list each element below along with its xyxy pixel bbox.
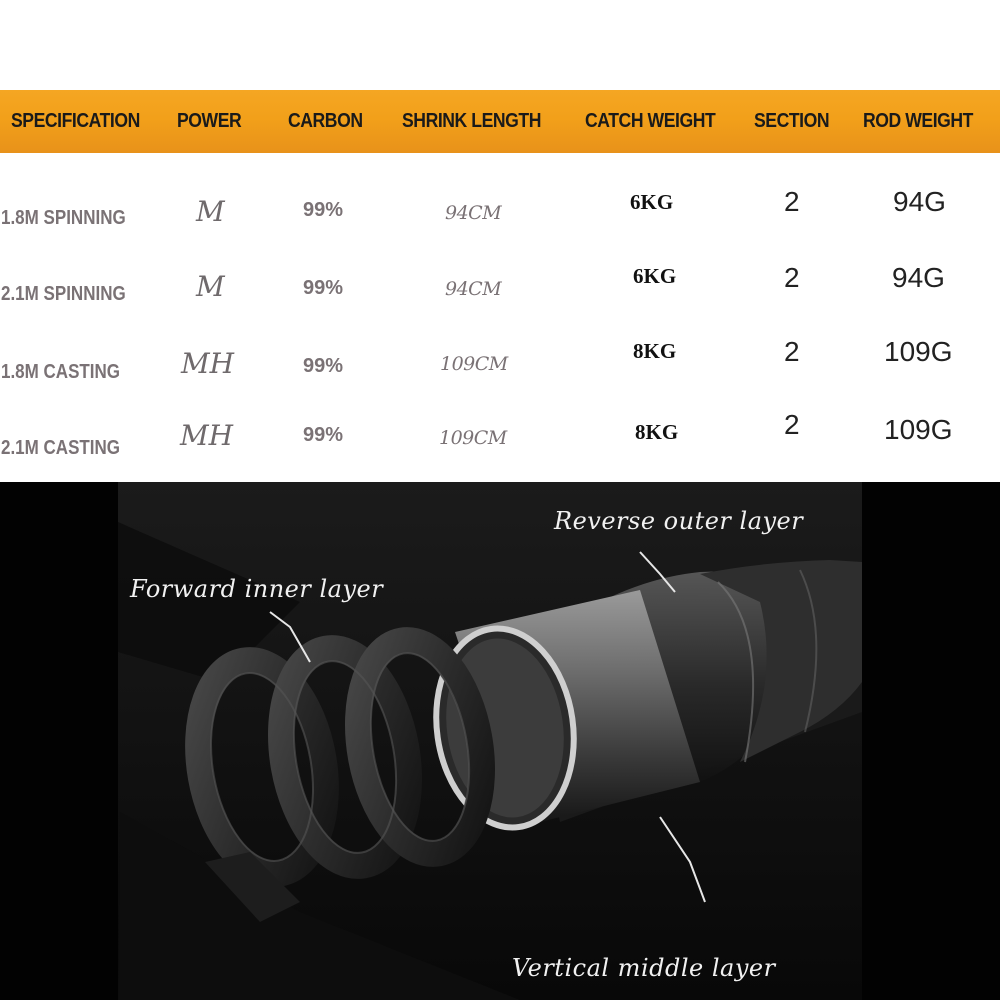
cell-rod-weight: 109G [884,414,953,445]
cell-catch-weight: 6KG [630,190,674,214]
label-reverse-outer-layer: Reverse outer layer [554,507,804,535]
cell-power: M [196,270,225,303]
header-shrink-length: SHRINK LENGTH [402,110,541,132]
cell-section: 2 [784,186,800,217]
cell-specification: 1.8M SPINNING [1,207,126,229]
cell-power: MH [180,419,234,452]
cell-section: 2 [784,262,800,293]
cell-rod-weight: 94G [893,186,946,217]
cell-shrink-length: 94CM [445,278,502,300]
cell-carbon: 99% [303,355,344,377]
header-power: POWER [177,110,242,132]
header-section: SECTION [754,110,830,132]
spec-table-header [0,90,1000,153]
cell-shrink-length: 109CM [440,353,508,375]
cell-shrink-length: 94CM [445,202,502,224]
cell-specification: 1.8M CASTING [1,361,121,383]
cell-catch-weight: 8KG [633,339,677,363]
cell-shrink-length: 109CM [439,427,507,449]
cell-power: MH [181,347,235,380]
cell-power: M [196,195,225,228]
cell-section: 2 [784,336,800,367]
cell-catch-weight: 8KG [635,420,679,444]
rod-layers-drawing [0,482,1000,1000]
header-carbon: CARBON [288,110,363,132]
label-forward-inner-layer: Forward inner layer [130,575,384,603]
cell-carbon: 99% [303,199,344,221]
cell-catch-weight: 6KG [633,264,677,288]
cell-rod-weight: 109G [884,336,953,367]
cell-carbon: 99% [303,424,344,446]
cell-rod-weight: 94G [892,262,945,293]
header-catch-weight: CATCH WEIGHT [585,110,716,132]
label-vertical-middle-layer: Vertical middle layer [512,954,776,982]
header-rod-weight: ROD WEIGHT [863,110,973,132]
cell-carbon: 99% [303,277,344,299]
cell-specification: 2.1M CASTING [1,437,121,459]
cell-section: 2 [784,409,800,440]
carbon-layer-illustration [0,482,1000,1000]
header-specification: SPECIFICATION [11,110,140,132]
cell-specification: 2.1M SPINNING [1,283,126,305]
